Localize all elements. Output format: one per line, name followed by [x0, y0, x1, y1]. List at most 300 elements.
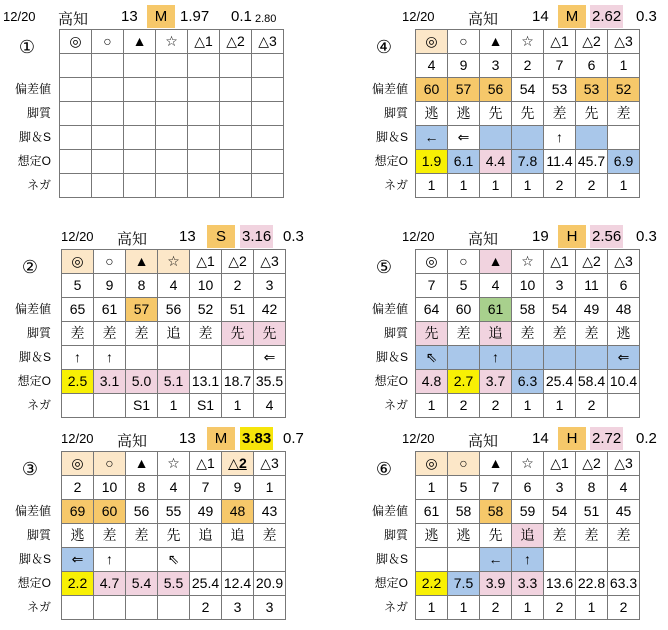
arrow-cell: [576, 126, 608, 150]
nega-cell: [62, 596, 94, 620]
cell: [252, 102, 284, 126]
race-value-1: 3.83: [240, 427, 273, 450]
odds-cell: 6.1: [448, 150, 480, 174]
arrow-cell: ⇖: [416, 346, 448, 370]
cell: [124, 78, 156, 102]
dev-cell: 51: [222, 298, 254, 322]
row-label: ネガ: [26, 398, 51, 412]
row-labels: [3, 499, 55, 619]
race-grade: M: [207, 427, 235, 450]
odds-row: [62, 572, 286, 596]
nega-cell: 2: [576, 174, 608, 198]
mark-cell: △3: [254, 452, 286, 476]
horse-cell: 3: [254, 274, 286, 298]
style-cell: 差: [544, 102, 576, 126]
race-date: 12/20: [402, 431, 435, 446]
race-count: 14: [532, 8, 549, 25]
marks-row: [62, 250, 286, 274]
race-grid: [61, 249, 286, 418]
odds-cell: 5.0: [126, 370, 158, 394]
race-panel-6: [360, 427, 660, 627]
nega-cell: [94, 596, 126, 620]
style-row: [60, 102, 284, 126]
arrow-cell: ⇐: [448, 126, 480, 150]
odds-cell: 18.7: [222, 370, 254, 394]
race-number: ⑤: [375, 257, 393, 277]
dev-cell: 52: [608, 78, 640, 102]
arrow-cell: ↑: [480, 346, 512, 370]
dev-cell: 60: [94, 500, 126, 524]
nega-cell: 2: [576, 394, 608, 418]
style-row: [62, 322, 286, 346]
nega-cell: 1: [416, 174, 448, 198]
marks-row: [62, 452, 286, 476]
mark-cell: △3: [254, 250, 286, 274]
style-row: [416, 524, 640, 548]
row-label: 偏差値: [371, 302, 408, 316]
horse-cell: 11: [576, 274, 608, 298]
arrow-cell: [480, 126, 512, 150]
row-label: 想定O: [374, 576, 408, 590]
dev-cell: 56: [480, 78, 512, 102]
arrow-cell: ⇐: [254, 346, 286, 370]
dev-cell: 61: [94, 298, 126, 322]
horse-cell: 2: [512, 54, 544, 78]
nega-cell: 2: [544, 174, 576, 198]
arrow-cell: [190, 346, 222, 370]
mark-cell: △1: [190, 250, 222, 274]
race-value-2: 0.7: [283, 430, 304, 447]
horse-cell: 7: [544, 54, 576, 78]
nega-cell: 2: [480, 596, 512, 620]
race-number: ②: [21, 257, 39, 277]
row-label: 偏差値: [14, 504, 51, 518]
nega-cell: 2: [544, 596, 576, 620]
style-cell: 追: [480, 322, 512, 346]
race-number: ⑥: [375, 459, 393, 479]
nega-cell: 2: [608, 596, 640, 620]
dev-cell: 53: [576, 78, 608, 102]
mark-cell: △1: [544, 452, 576, 476]
dev-cell: 61: [480, 298, 512, 322]
arrow-cell: ↑: [544, 126, 576, 150]
odds-cell: 10.4: [608, 370, 640, 394]
race-grid: [415, 29, 640, 198]
horse-row: [62, 476, 286, 500]
race-number: ③: [21, 459, 39, 479]
race-panel-5: [360, 225, 660, 425]
race-panel-4: [360, 5, 660, 205]
dev-cell: 48: [222, 500, 254, 524]
marks-row: [60, 30, 284, 54]
cell: [156, 78, 188, 102]
arrow-cell: ↑: [512, 548, 544, 572]
arrow-cell: ←: [480, 548, 512, 572]
dev-cell: 58: [448, 500, 480, 524]
race-grade: M: [147, 5, 175, 28]
row-label: 脚＆S: [18, 130, 51, 144]
dev-cell: 55: [158, 500, 190, 524]
horse-cell: 7: [480, 476, 512, 500]
odds-row: [416, 150, 640, 174]
mark-cell: ☆: [512, 452, 544, 476]
odds-cell: 1.9: [416, 150, 448, 174]
dev-cell: 43: [254, 500, 286, 524]
style-cell: 先: [416, 322, 448, 346]
arrow-row: [62, 548, 286, 572]
race-header: [360, 5, 660, 29]
mark-cell: ○: [94, 250, 126, 274]
horse-cell: 4: [416, 54, 448, 78]
row-labels: [3, 297, 55, 417]
arrow-cell: ←: [416, 126, 448, 150]
race-date: 12/20: [61, 229, 94, 244]
cell: [252, 150, 284, 174]
style-cell: 差: [448, 322, 480, 346]
cell: [220, 54, 252, 78]
race-number: ④: [375, 37, 393, 57]
style-cell: 差: [94, 524, 126, 548]
race-header: [3, 5, 303, 29]
dev-cell: 49: [190, 500, 222, 524]
mark-cell: ☆: [158, 250, 190, 274]
nega-cell: 1: [480, 174, 512, 198]
horse-cell: 5: [448, 476, 480, 500]
arrow-cell: ⇐: [608, 346, 640, 370]
style-cell: 逃: [416, 524, 448, 548]
horse-cell: 1: [254, 476, 286, 500]
row-label: 脚＆S: [18, 350, 51, 364]
arrow-cell: [416, 548, 448, 572]
row-label: 偏差値: [14, 82, 51, 96]
cell: [188, 174, 220, 198]
nega-cell: S1: [126, 394, 158, 418]
style-cell: 逃: [62, 524, 94, 548]
style-cell: 追: [512, 524, 544, 548]
style-cell: 差: [512, 322, 544, 346]
cell: [252, 174, 284, 198]
horse-cell: 4: [158, 274, 190, 298]
odds-cell: 6.9: [608, 150, 640, 174]
odds-cell: 3.7: [480, 370, 512, 394]
race-grade: H: [558, 225, 586, 248]
odds-cell: 2.5: [62, 370, 94, 394]
cell: [188, 102, 220, 126]
row-label: ネガ: [383, 178, 408, 192]
nega-cell: 1: [576, 596, 608, 620]
mark-cell: ○: [448, 250, 480, 274]
horse-cell: 4: [608, 476, 640, 500]
nega-cell: [608, 394, 640, 418]
arrow-cell: [190, 548, 222, 572]
cell: [60, 150, 92, 174]
style-cell: 差: [608, 102, 640, 126]
cell: [188, 150, 220, 174]
mark-cell: ☆: [512, 30, 544, 54]
horse-cell: 2: [62, 476, 94, 500]
cell: [188, 126, 220, 150]
cell: [252, 54, 284, 78]
odds-row: [62, 370, 286, 394]
style-cell: 差: [544, 524, 576, 548]
nega-row: [416, 394, 640, 418]
odds-cell: 35.5: [254, 370, 286, 394]
race-number: ①: [18, 37, 36, 57]
race-grade: M: [558, 5, 586, 28]
mark-cell: △3: [608, 452, 640, 476]
style-cell: 先: [480, 524, 512, 548]
cell: [60, 126, 92, 150]
race-value-2: 0.2: [636, 430, 657, 447]
style-cell: 先: [576, 102, 608, 126]
row-label: 想定O: [374, 154, 408, 168]
cell: [220, 174, 252, 198]
style-cell: 差: [62, 322, 94, 346]
arrow-cell: [254, 548, 286, 572]
odds-cell: 2.2: [62, 572, 94, 596]
dev-cell: 61: [416, 500, 448, 524]
arrow-cell: ↑: [94, 346, 126, 370]
dev-cell: 48: [608, 298, 640, 322]
odds-cell: 3.3: [512, 572, 544, 596]
odds-row: [60, 150, 284, 174]
cell: [156, 102, 188, 126]
cell: [252, 126, 284, 150]
style-cell: 先: [480, 102, 512, 126]
arrow-cell: ⇖: [158, 548, 190, 572]
arrow-cell: [608, 126, 640, 150]
odds-cell: 12.4: [222, 572, 254, 596]
row-labels: [360, 297, 412, 417]
arrow-cell: [512, 126, 544, 150]
horse-cell: 8: [576, 476, 608, 500]
nega-row: [416, 596, 640, 620]
cell: [92, 102, 124, 126]
arrow-cell: ⇐: [62, 548, 94, 572]
mark-cell: △2: [222, 250, 254, 274]
horse-cell: 3: [480, 54, 512, 78]
mark-cell: ◎: [62, 250, 94, 274]
horse-cell: 8: [126, 476, 158, 500]
mark-cell: ◎: [416, 452, 448, 476]
row-label: 脚質: [383, 528, 408, 542]
nega-cell: 1: [222, 394, 254, 418]
style-cell: 逃: [448, 102, 480, 126]
dev-cell: 42: [254, 298, 286, 322]
odds-cell: 6.3: [512, 370, 544, 394]
mark-cell: △3: [608, 30, 640, 54]
mark-cell: ▲: [480, 452, 512, 476]
row-label: 偏差値: [371, 504, 408, 518]
mark-cell: ☆: [512, 250, 544, 274]
odds-cell: 58.4: [576, 370, 608, 394]
odds-cell: 22.8: [576, 572, 608, 596]
cell: [124, 150, 156, 174]
cell: [60, 78, 92, 102]
mark-cell: ◎: [416, 250, 448, 274]
horse-cell: 5: [62, 274, 94, 298]
odds-cell: 3.9: [480, 572, 512, 596]
cell: [124, 102, 156, 126]
race-venue: 高知: [468, 433, 499, 450]
cell: [188, 54, 220, 78]
style-cell: 逃: [416, 102, 448, 126]
horse-cell: 10: [190, 274, 222, 298]
nega-cell: [158, 596, 190, 620]
odds-cell: 3.1: [94, 370, 126, 394]
odds-cell: 7.8: [512, 150, 544, 174]
arrow-cell: [222, 346, 254, 370]
odds-cell: 4.7: [94, 572, 126, 596]
race-count: 13: [179, 228, 196, 245]
row-label: 想定O: [17, 154, 51, 168]
horse-cell: 2: [222, 274, 254, 298]
row-label: 想定O: [374, 374, 408, 388]
odds-cell: 25.4: [190, 572, 222, 596]
cell: [156, 54, 188, 78]
race-value-1: 3.16: [240, 225, 273, 248]
horse-cell: 7: [416, 274, 448, 298]
nega-cell: 1: [544, 394, 576, 418]
style-cell: 差: [576, 524, 608, 548]
horse-row: [416, 54, 640, 78]
arrow-cell: [126, 346, 158, 370]
mark-cell: △1: [544, 250, 576, 274]
dev-cell: 54: [512, 78, 544, 102]
mark-cell: △2: [576, 250, 608, 274]
horse-cell: 6: [608, 274, 640, 298]
mark-cell: △2: [576, 30, 608, 54]
race-venue: 高知: [468, 231, 499, 248]
dev-cell: 69: [62, 500, 94, 524]
horse-cell: 4: [158, 476, 190, 500]
row-label: 脚＆S: [375, 350, 408, 364]
horse-cell: 5: [448, 274, 480, 298]
odds-row: [416, 572, 640, 596]
style-cell: 差: [190, 322, 222, 346]
row-label: ネガ: [383, 398, 408, 412]
style-cell: 差: [608, 524, 640, 548]
dev-cell: 56: [158, 298, 190, 322]
dev-cell: 57: [448, 78, 480, 102]
race-date: 12/20: [402, 9, 435, 24]
arrow-cell: [448, 548, 480, 572]
horse-row: [60, 54, 284, 78]
style-cell: 先: [158, 524, 190, 548]
row-label: 想定O: [17, 576, 51, 590]
marks-row: [416, 30, 640, 54]
nega-row: [62, 394, 286, 418]
race-venue: 高知: [58, 11, 89, 28]
horse-cell: 7: [190, 476, 222, 500]
horse-cell: 9: [448, 54, 480, 78]
dev-cell: 52: [190, 298, 222, 322]
dev-cell: 51: [576, 500, 608, 524]
arrow-cell: [544, 346, 576, 370]
dev-row: [62, 298, 286, 322]
nega-cell: 3: [222, 596, 254, 620]
race-venue: 高知: [117, 433, 148, 450]
dev-cell: 60: [448, 298, 480, 322]
horse-cell: 3: [544, 274, 576, 298]
row-labels: [360, 77, 412, 197]
row-label: 脚＆S: [18, 552, 51, 566]
style-cell: 差: [94, 322, 126, 346]
nega-cell: 4: [254, 394, 286, 418]
style-cell: 先: [254, 322, 286, 346]
race-count: 13: [121, 8, 138, 25]
horse-cell: 9: [222, 476, 254, 500]
row-label: ネガ: [26, 178, 51, 192]
race-grid: [61, 451, 286, 620]
arrow-row: [416, 346, 640, 370]
mark-cell: △1: [544, 30, 576, 54]
cell: [124, 54, 156, 78]
dev-cell: 56: [126, 500, 158, 524]
race-grid: [415, 249, 640, 418]
cell: [252, 78, 284, 102]
mark-cell: ◎: [416, 30, 448, 54]
dev-cell: 49: [576, 298, 608, 322]
cell: [92, 126, 124, 150]
arrow-row: [416, 126, 640, 150]
nega-cell: 1: [512, 174, 544, 198]
arrow-cell: [158, 346, 190, 370]
style-cell: 先: [512, 102, 544, 126]
horse-cell: 6: [512, 476, 544, 500]
style-cell: 先: [222, 322, 254, 346]
horse-row: [62, 274, 286, 298]
row-label: 脚＆S: [375, 552, 408, 566]
mark-cell: △1: [188, 30, 220, 54]
odds-row: [416, 370, 640, 394]
marks-row: [416, 250, 640, 274]
row-labels: [360, 499, 412, 619]
arrow-cell: [448, 346, 480, 370]
style-cell: 追: [158, 322, 190, 346]
race-grade: H: [558, 427, 586, 450]
mark-cell: ▲: [126, 452, 158, 476]
style-cell: 差: [126, 322, 158, 346]
style-cell: 差: [126, 524, 158, 548]
nega-row: [60, 174, 284, 198]
cell: [220, 102, 252, 126]
arrow-cell: ↑: [62, 346, 94, 370]
nega-cell: [62, 394, 94, 418]
mark-cell: ▲: [126, 250, 158, 274]
race-header: [3, 427, 303, 451]
mark-cell: △2: [222, 452, 254, 476]
arrow-row: [62, 346, 286, 370]
cell: [188, 78, 220, 102]
row-label: 脚＆S: [375, 130, 408, 144]
horse-cell: 9: [94, 274, 126, 298]
row-label: 偏差値: [371, 82, 408, 96]
mark-cell: ▲: [480, 30, 512, 54]
style-cell: 差: [254, 524, 286, 548]
race-value-2: 0.3: [283, 228, 304, 245]
nega-row: [62, 596, 286, 620]
odds-cell: 5.1: [158, 370, 190, 394]
style-row: [416, 322, 640, 346]
mark-cell: △2: [220, 30, 252, 54]
horse-cell: 6: [576, 54, 608, 78]
arrow-cell: [544, 548, 576, 572]
style-cell: 追: [222, 524, 254, 548]
cell: [60, 174, 92, 198]
nega-cell: [126, 596, 158, 620]
odds-cell: 4.8: [416, 370, 448, 394]
